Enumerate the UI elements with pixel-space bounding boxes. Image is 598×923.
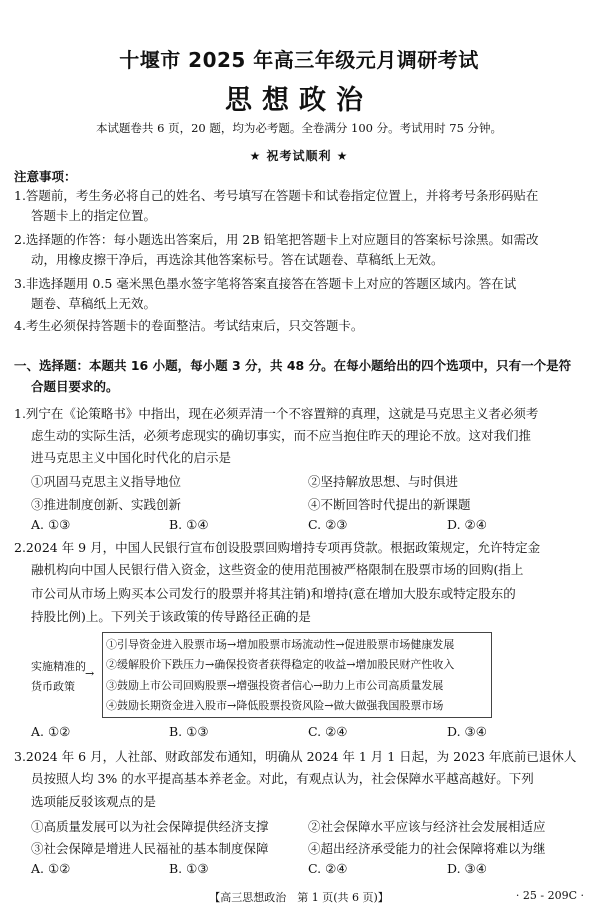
exam-info: 本试题卷共 6 页，20 题，均为必考题。全卷满分 100 分。考试用时 75 分钟。 <box>95 121 503 135</box>
section-heading: 合题目要求的。 <box>31 379 119 394</box>
good-luck-line: ★ 祝考试顺利 ★ <box>249 149 349 163</box>
q1-choice-c[interactable]: C. ②③ <box>308 517 348 532</box>
q1-choice-b[interactable]: B. ①④ <box>169 517 209 532</box>
question-2-stem: 融机构向中国人民银行借入资金，这些资金的使用范围被严格限制在股票市场的回购(指上 <box>31 562 524 577</box>
section-heading: 一、选择题：本题共 16 小题，每小题 3 分，共 48 分。在每小题给出的四个选项中，只有一个是符 <box>14 358 572 373</box>
notice-line: 1.答题前，考生务必将自己的姓名、考号填写在答题卡和试卷指定位置上，并将考号条形码贴在 <box>14 188 539 203</box>
q1-statement: ①巩固马克思主义指导地位 <box>31 474 182 489</box>
question-3-stem: 3.2024 年 6 月，人社部、财政部发布通知，明确从 2024 年 1 月 1 日起，为 2023 年底前已退休人 <box>14 749 577 764</box>
notice-line: 题卷、草稿纸上无效。 <box>31 296 157 311</box>
q2-choice-c[interactable]: C. ②④ <box>308 724 348 739</box>
notice-line: 4.考生必须保持答题卡的卷面整洁。考试结束后，只交答题卡。 <box>14 318 364 333</box>
q3-choice-b[interactable]: B. ①③ <box>169 861 209 876</box>
notice-line: 动，用橡皮擦干净后，再选涂其他答案标号。答在试题卷、草稿纸上无效。 <box>31 252 444 267</box>
transmission-path-box <box>102 632 492 718</box>
subject-title: 思想政治 <box>225 85 373 116</box>
transmission-path: ④鼓励长期资金进入股市→降低股票投资风险→做大做强我国股票市场 <box>106 699 444 712</box>
q1-statement: ②坚持解放思想、与时俱进 <box>308 474 459 489</box>
question-3-stem: 员按照人均 3% 的水平提高基本养老金。对此，有观点认为，社会保障水平越高越好。下列 <box>31 771 534 786</box>
question-1-stem: 1.列宁在《论策略书》中指出，现在必须弄清一个不容置辩的真理，这就是马克思主义者必须考 <box>14 406 539 421</box>
q2-choice-d[interactable]: D. ③④ <box>447 724 487 739</box>
q3-statement: ①高质量发展可以为社会保障提供经济支撑 <box>31 819 269 834</box>
question-2-stem: 市公司从市场上购买本公司发行的股票并将其注销)和增持(意在增加大股东或特定股东的 <box>31 586 516 601</box>
q3-choice-a[interactable]: A. ①② <box>31 861 71 876</box>
transmission-path: ①引导资金进入股票市场→增加股票市场流动性→促进股票市场健康发展 <box>106 638 455 651</box>
exam-title: 十堰市 2025 年高三年级元月调研考试 <box>119 48 479 72</box>
transmission-path: ②缓解股价下跌压力→确保投资者获得稳定的收益→增加股民财产性收入 <box>106 658 455 671</box>
q2-choice-b[interactable]: B. ①③ <box>169 724 209 739</box>
q2-choice-a[interactable]: A. ①② <box>31 724 71 739</box>
question-2-stem: 2.2024 年 9 月，中国人民银行宣布创设股票回购增持专项再贷款。根据政策规定，允许特定金 <box>14 540 541 555</box>
q3-choice-c[interactable]: C. ②④ <box>308 861 348 876</box>
notice-heading: 注意事项： <box>14 169 77 184</box>
q1-statement: ④不断回答时代提出的新课题 <box>308 497 471 512</box>
notice-line: 答题卡上的指定位置。 <box>31 208 157 223</box>
policy-label: 实施精准的 <box>31 660 86 673</box>
page-footer: 【高三思想政治 第 1 页(共 6 页)】 <box>209 891 389 904</box>
q3-statement: ②社会保障水平应该与经济社会发展相适应 <box>308 819 546 834</box>
paper-code: · 25 - 209C · <box>515 889 584 902</box>
policy-label: 货币政策 <box>31 680 75 693</box>
q3-statement: ③社会保障是增进人民福祉的基本制度保障 <box>31 841 269 856</box>
question-3-stem: 选项能反驳该观点的是 <box>31 794 157 809</box>
arrow-right-icon: → <box>85 667 95 680</box>
q3-statement: ④超出经济承受能力的社会保障将难以为继 <box>308 841 546 856</box>
q1-statement: ③推进制度创新、实践创新 <box>31 497 182 512</box>
question-1-stem: 虑生动的实际生活，必须考虑现实的确切事实，而不应当抱住昨天的理论不放。这对我们推 <box>31 428 532 443</box>
q1-choice-a[interactable]: A. ①③ <box>31 517 71 532</box>
question-2-stem: 持股比例)上。下列关于该政策的传导路径正确的是 <box>31 609 311 624</box>
transmission-path: ③鼓励上市公司回购股票→增强投资者信心→助力上市公司高质量发展 <box>106 679 444 692</box>
question-1-stem: 进马克思主义中国化时代化的启示是 <box>31 450 232 465</box>
q1-choice-d[interactable]: D. ②④ <box>447 517 487 532</box>
notice-line: 2.选择题的作答：每小题选出答案后，用 2B 铅笔把答题卡上对应题目的答案标号涂黑。如需改 <box>14 232 539 247</box>
q3-choice-d[interactable]: D. ③④ <box>447 861 487 876</box>
notice-line: 3.非选择题用 0.5 毫米黑色墨水签字笔将答案直接答在答题卡上对应的答题区域内。答在试 <box>14 276 517 291</box>
